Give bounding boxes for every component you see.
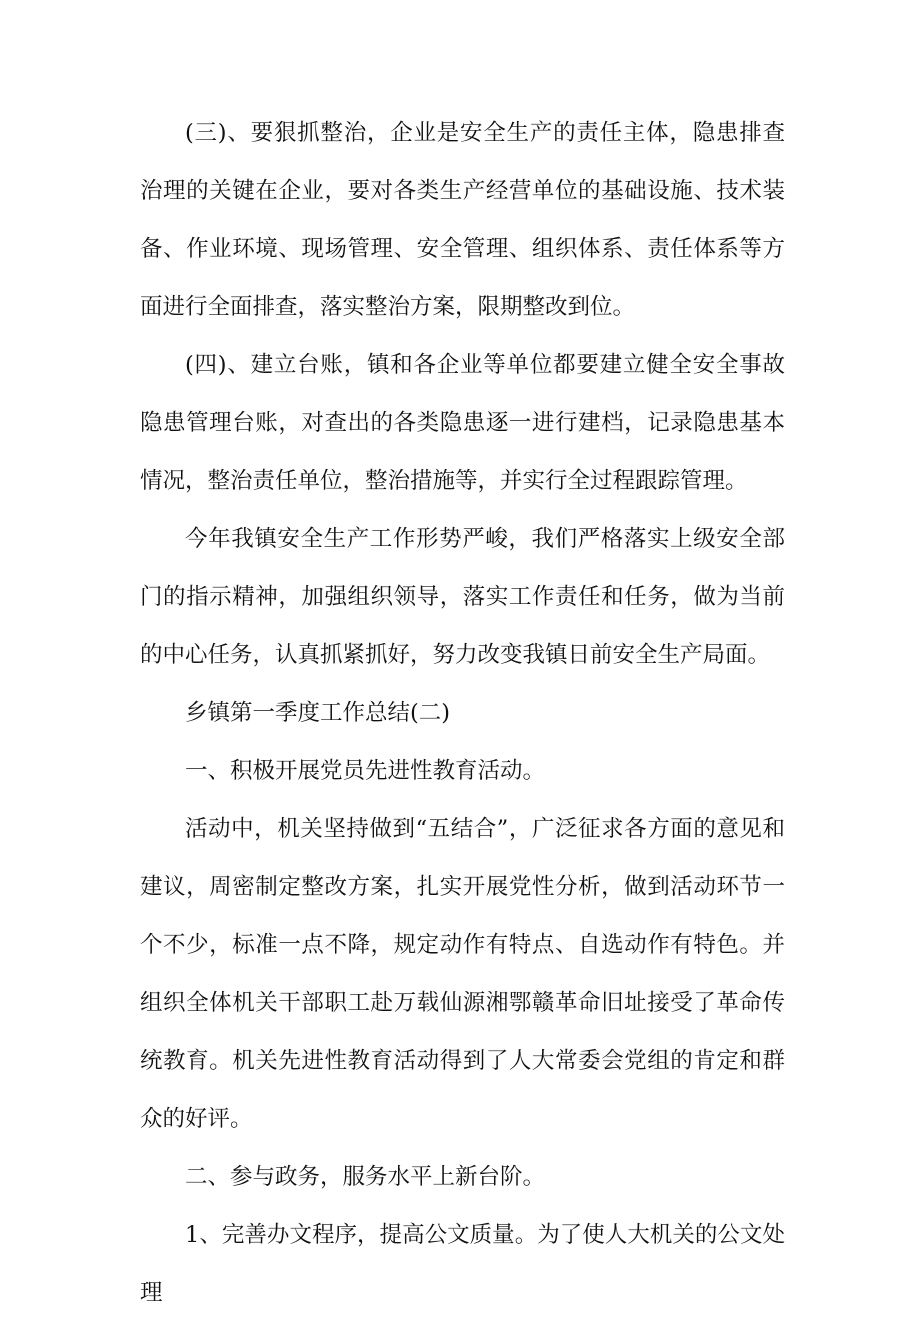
heading-section-one: 一、积极开展党员先进性教育活动。 <box>185 758 546 784</box>
document-body <box>140 104 785 1322</box>
paragraph-section-four: (四)、建立台账，镇和各企业等单位都要建立健全安全事故隐患管理台账，对查出的各类隐患逐一进行建档，记录隐患基本情况，整治责任单位，整治措施等，并实行全过程跟踪管理。 <box>140 352 785 494</box>
paragraph-summary: 今年我镇安全生产工作形势严峻，我们严格落实上级安全部门的指示精神，加强组织领导，落实工作责任和任务，做为当前的中心任务，认真抓紧抓好，努力改变我镇日前安全生产局面。 <box>140 526 785 668</box>
document-subtitle: 乡镇第一季度工作总结(二) <box>185 700 451 726</box>
paragraph-item-one: 1、完善办文程序，提高公文质量。为了使人大机关的公文处理 <box>140 1222 785 1306</box>
paragraph-section-three: (三)、要狠抓整治，企业是安全生产的责任主体，隐患排查治理的关键在企业，要对各类生产经营单位的基础设施、技术装备、作业环境、现场管理、安全管理、组织体系、责任体系等方面进行全面排查，落实整治方案，限期整改到位。 <box>140 120 785 320</box>
heading-section-two: 二、参与政务，服务水平上新台阶。 <box>185 1164 546 1190</box>
paragraph-activities: 活动中，机关坚持做到“五结合”，广泛征求各方面的意见和建议，周密制定整改方案，扎实开展党性分析，做到活动环节一个不少，标准一点不降，规定动作有特点、自选动作有特色。并组织全体机关干部职工赴万载仙源湘鄂赣革命旧址接受了革命传统教育。机关先进性教育活动得到了人大常委会党组的肯定和群众的好评。 <box>140 816 785 1132</box>
